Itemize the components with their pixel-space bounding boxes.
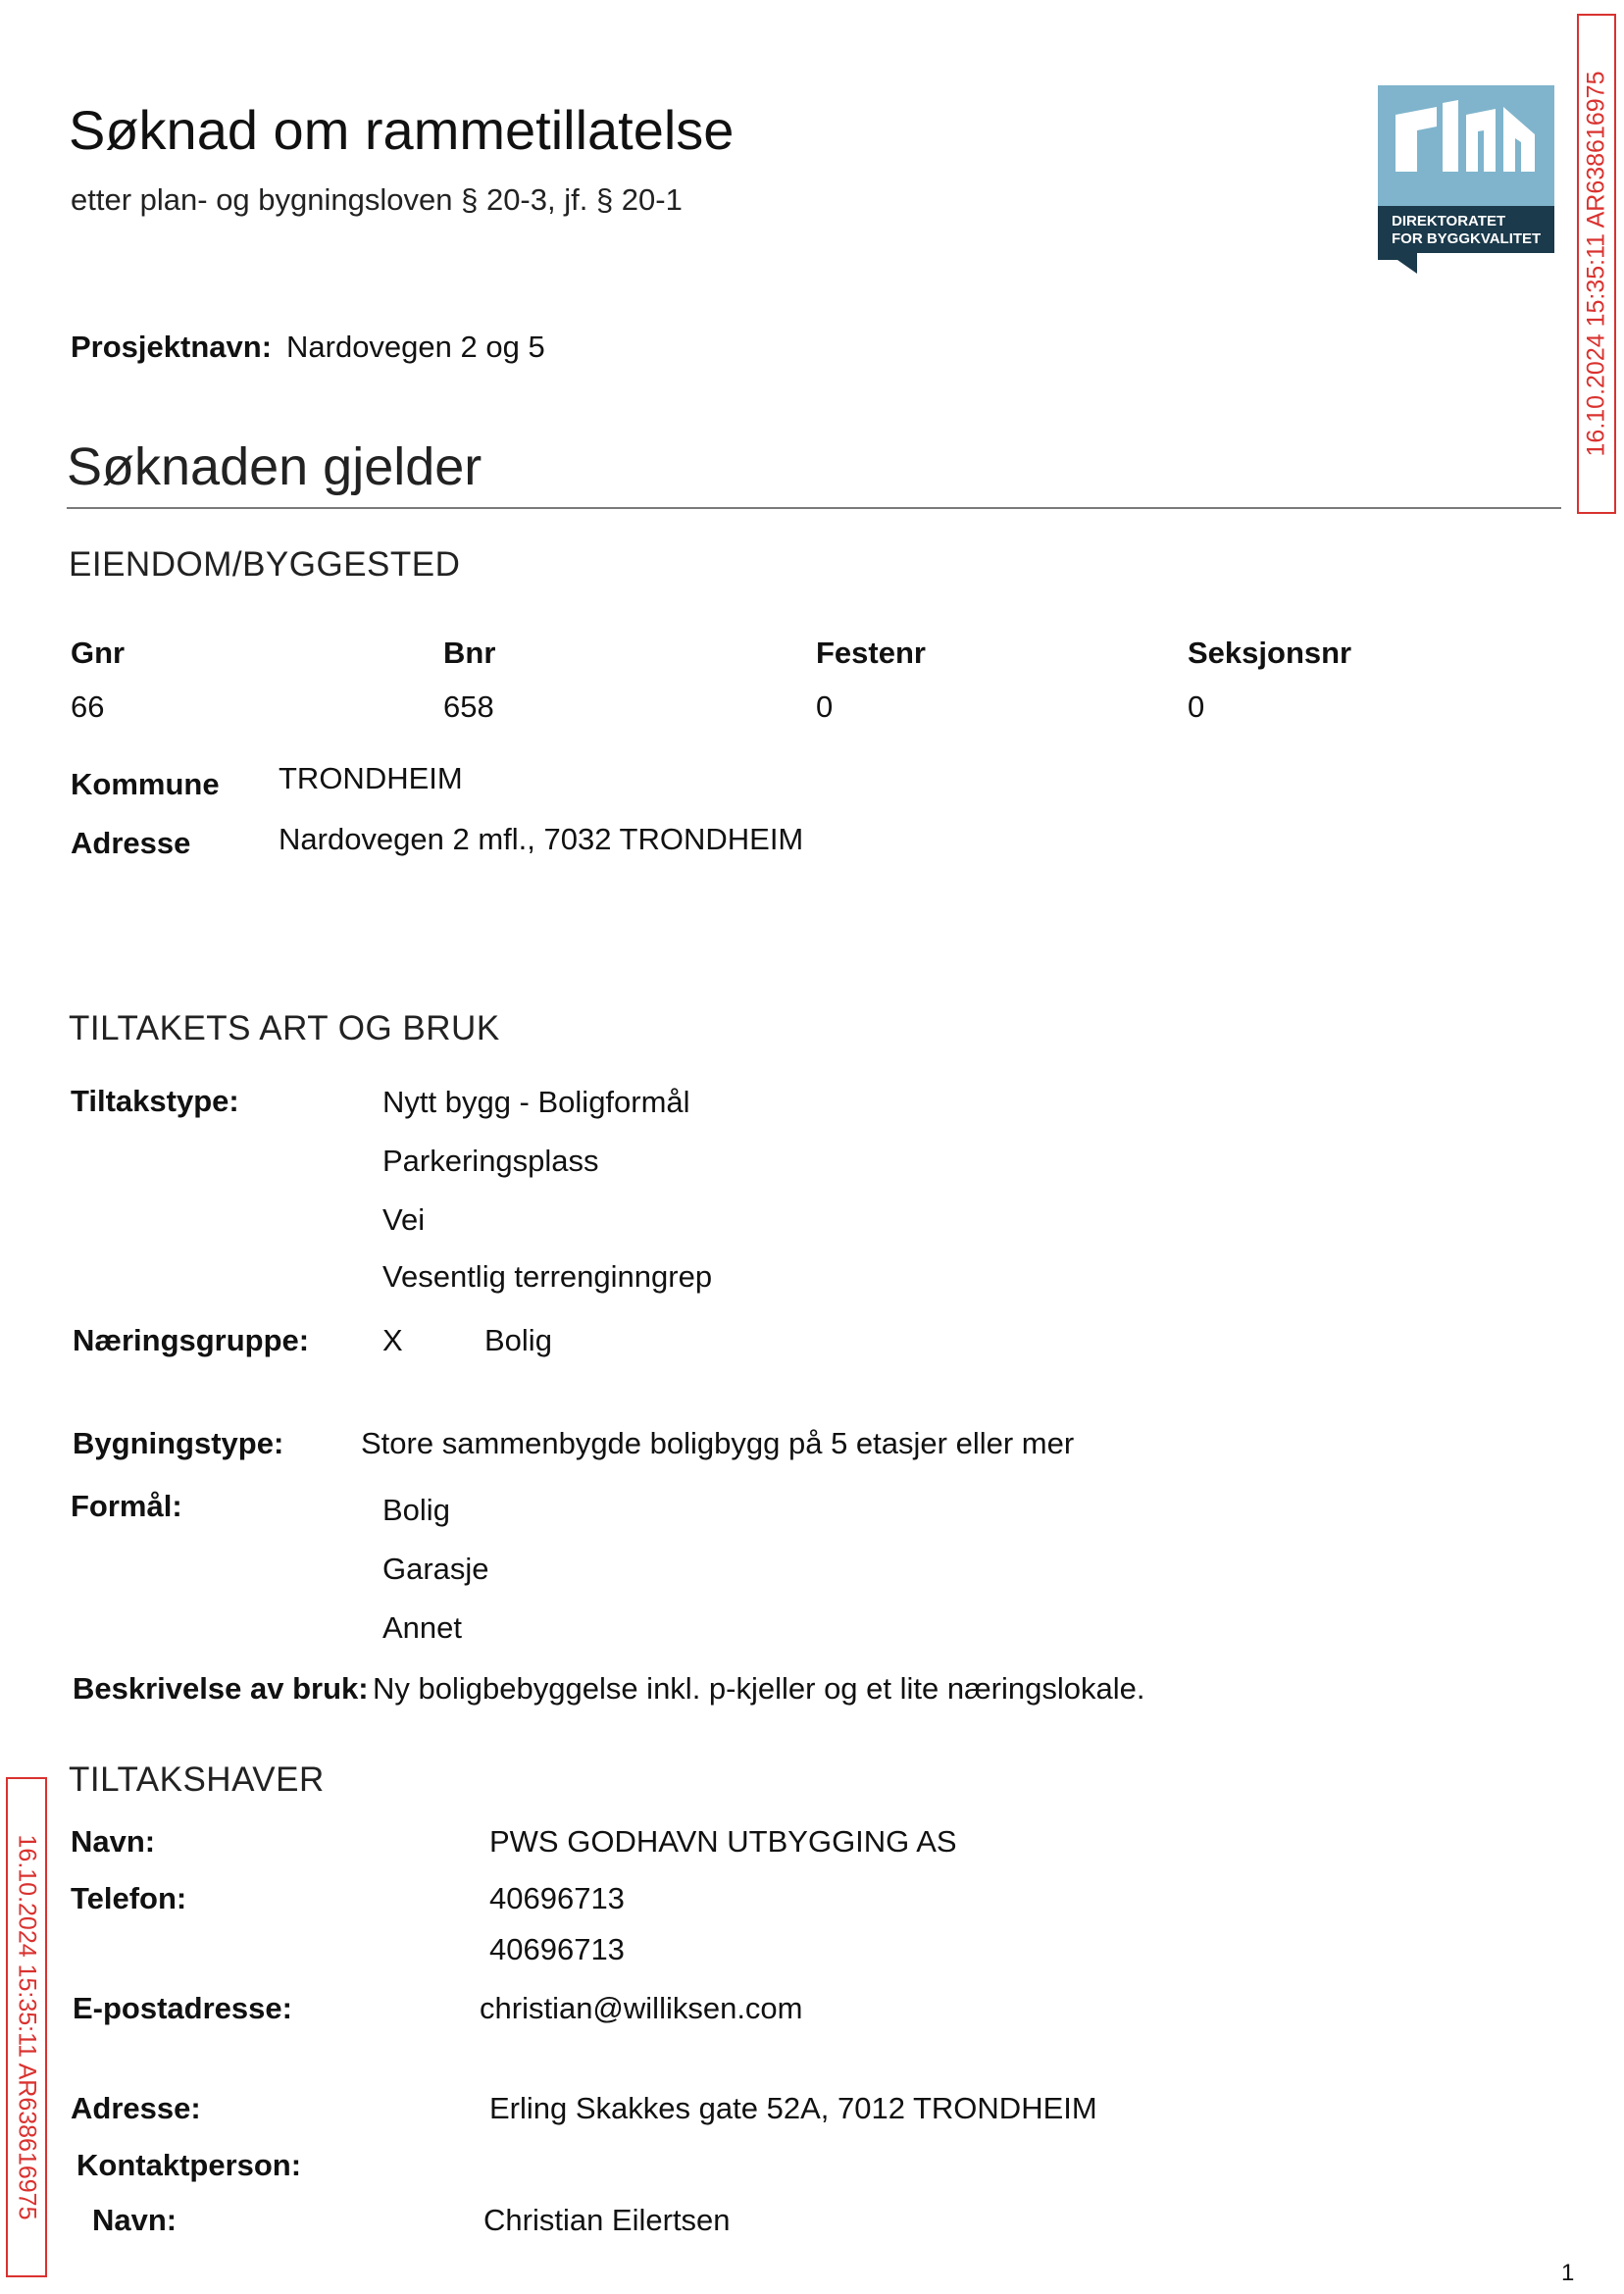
stamp-text: 16.10.2024 15:35:11 AR638616975 (13, 1834, 41, 2220)
tiltakstype-item: Vei (382, 1202, 426, 1237)
project-label: Prosjektnavn: (71, 330, 273, 364)
epost-label: E-postadresse: (73, 1991, 292, 2025)
formal-item: Bolig (382, 1493, 450, 1527)
logo-text-line2: FOR BYGGKVALITET (1392, 230, 1542, 247)
tiltakstype-item: Parkeringsplass (382, 1144, 599, 1178)
gnr-label: Gnr (71, 636, 126, 670)
timestamp-stamp-top (1577, 14, 1616, 514)
seksjonsnr-value: 0 (1188, 689, 1205, 724)
naeringsgruppe-value: Bolig (484, 1323, 552, 1357)
bnr-label: Bnr (443, 636, 496, 670)
dibk-logo (1378, 85, 1554, 274)
kommune-value: TRONDHEIM (279, 761, 463, 795)
tiltakshaver-adresse-label: Adresse: (71, 2091, 201, 2125)
beskrivelse-label: Beskrivelse av bruk: (73, 1671, 369, 1706)
formal-item: Annet (382, 1610, 463, 1645)
adresse-value: Nardovegen 2 mfl., 7032 TRONDHEIM (279, 822, 804, 856)
tiltakstype-label: Tiltakstype: (71, 1084, 239, 1118)
seksjonsnr-label: Seksjonsnr (1188, 636, 1352, 670)
tiltakshaver-heading: TILTAKSHAVER (69, 1760, 325, 1799)
tiltakstype-item: Vesentlig terrenginngrep (382, 1259, 713, 1294)
tiltak-heading: TILTAKETS ART OG BRUK (69, 1009, 500, 1047)
bygningstype-value: Store sammenbygde boligbygg på 5 etasjer eller mer (361, 1426, 1075, 1460)
kontakt-navn-value: Christian Eilertsen (483, 2203, 731, 2237)
telefon-label: Telefon: (71, 1881, 187, 1915)
kommune-label: Kommune (71, 767, 220, 801)
page-number: 1 (1561, 2260, 1575, 2286)
tiltakshaver-navn-label: Navn: (71, 1824, 156, 1859)
property-heading: EIENDOM/BYGGESTED (69, 545, 461, 584)
logo-text-line1: DIREKTORATET (1392, 213, 1506, 229)
kontakt-navn-label: Navn: (92, 2203, 178, 2237)
document-subtitle: etter plan- og bygningsloven § 20-3, jf. § 20-1 (71, 182, 683, 217)
tiltakshaver-navn-value: PWS GODHAVN UTBYGGING AS (489, 1824, 957, 1859)
telefon-value: 40696713 (489, 1881, 625, 1915)
section-title: Søknaden gjelder (67, 437, 482, 496)
stamp-text: 16.10.2024 15:35:11 AR638616975 (1582, 71, 1610, 457)
gnr-value: 66 (71, 689, 105, 724)
adresse-label: Adresse (71, 826, 191, 860)
epost-value: christian@williksen.com (480, 1991, 803, 2025)
naeringsgruppe-label: Næringsgruppe: (73, 1323, 310, 1357)
telefon-value: 40696713 (489, 1932, 625, 1966)
bnr-value: 658 (443, 689, 494, 724)
festenr-label: Festenr (816, 636, 926, 670)
tiltakstype-item: Nytt bygg - Boligformål (382, 1085, 690, 1119)
formal-item: Garasje (382, 1552, 489, 1586)
section-divider (67, 507, 1561, 509)
kontaktperson-label: Kontaktperson: (76, 2148, 302, 2182)
document-title: Søknad om rammetillatelse (69, 99, 735, 161)
project-value: Nardovegen 2 og 5 (286, 330, 545, 364)
timestamp-stamp-left (6, 1777, 47, 2277)
beskrivelse-value: Ny boligbebyggelse inkl. p-kjeller og et lite næringslokale. (373, 1671, 1145, 1706)
naeringsgruppe-code: X (382, 1323, 403, 1357)
tiltakshaver-adresse-value: Erling Skakkes gate 52A, 7012 TRONDHEIM (489, 2091, 1097, 2125)
bygningstype-label: Bygningstype: (73, 1426, 284, 1460)
festenr-value: 0 (816, 689, 834, 724)
formal-label: Formål: (71, 1489, 182, 1523)
